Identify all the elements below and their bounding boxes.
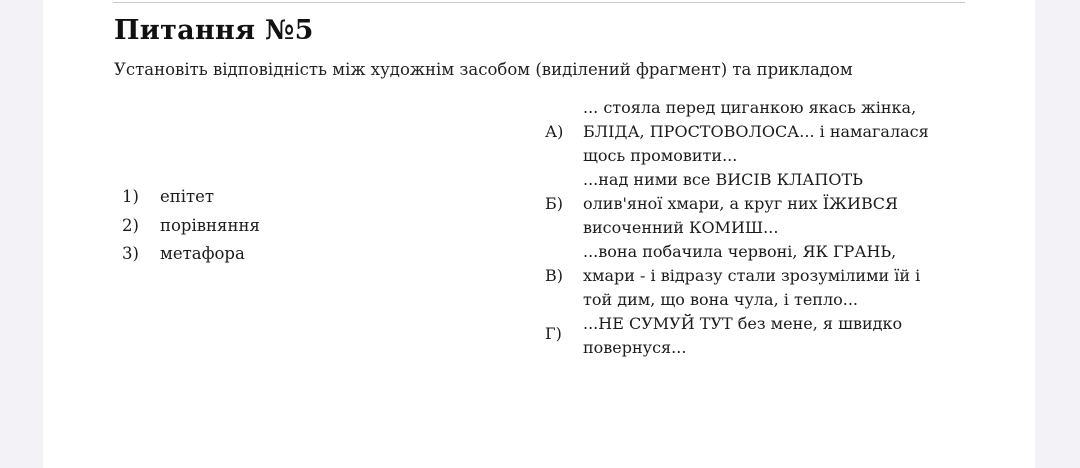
option-number: 3) [122, 244, 139, 263]
answer-text [583, 168, 953, 240]
answer-line: БЛІДА, ПРОСТОВОЛОСА... і намагалася [583, 122, 929, 141]
answer-text [583, 240, 953, 312]
answer-text [583, 96, 953, 168]
answer-line: височенний КОМИШ... [583, 218, 779, 237]
answer-line: той дим, що вона чула, і тепло... [583, 290, 858, 309]
answer-line: ... стояла перед циганкою якась жінка, [583, 98, 917, 117]
option-label: епітет [160, 187, 215, 206]
answer-letter: А) [545, 122, 564, 141]
top-divider [113, 2, 965, 3]
answer-text [583, 312, 953, 360]
answer-line: ...вона побачила червоні, ЯК ГРАНЬ, [583, 242, 897, 261]
question-prompt: Установіть відповідність між художнім засобом (виділений фрагмент) та прикладом [114, 60, 853, 79]
option-number: 2) [122, 215, 139, 235]
answer-letter: В) [545, 266, 563, 285]
answer-letter: Г) [545, 324, 562, 343]
question-title: Питання №5 [114, 15, 314, 46]
answer-line: ...над ними все ВИСІВ КЛАПОТЬ [583, 170, 863, 189]
option-label: метафора [160, 244, 245, 263]
answer-line: хмари - і відразу стали зрозумілими їй і [583, 266, 921, 285]
answer-line: щось промовити... [583, 146, 738, 165]
option-label: порівняння [160, 215, 260, 235]
question-page [43, 0, 1035, 468]
option-number: 1) [122, 187, 139, 206]
answer-line: повернуся... [583, 338, 687, 357]
answer-line: олив'яної хмари, а круг них ЇЖИВСЯ [583, 194, 898, 213]
answer-letter: Б) [545, 194, 563, 213]
answer-line: ...НЕ СУМУЙ ТУТ без мене, я швидко [583, 314, 903, 333]
